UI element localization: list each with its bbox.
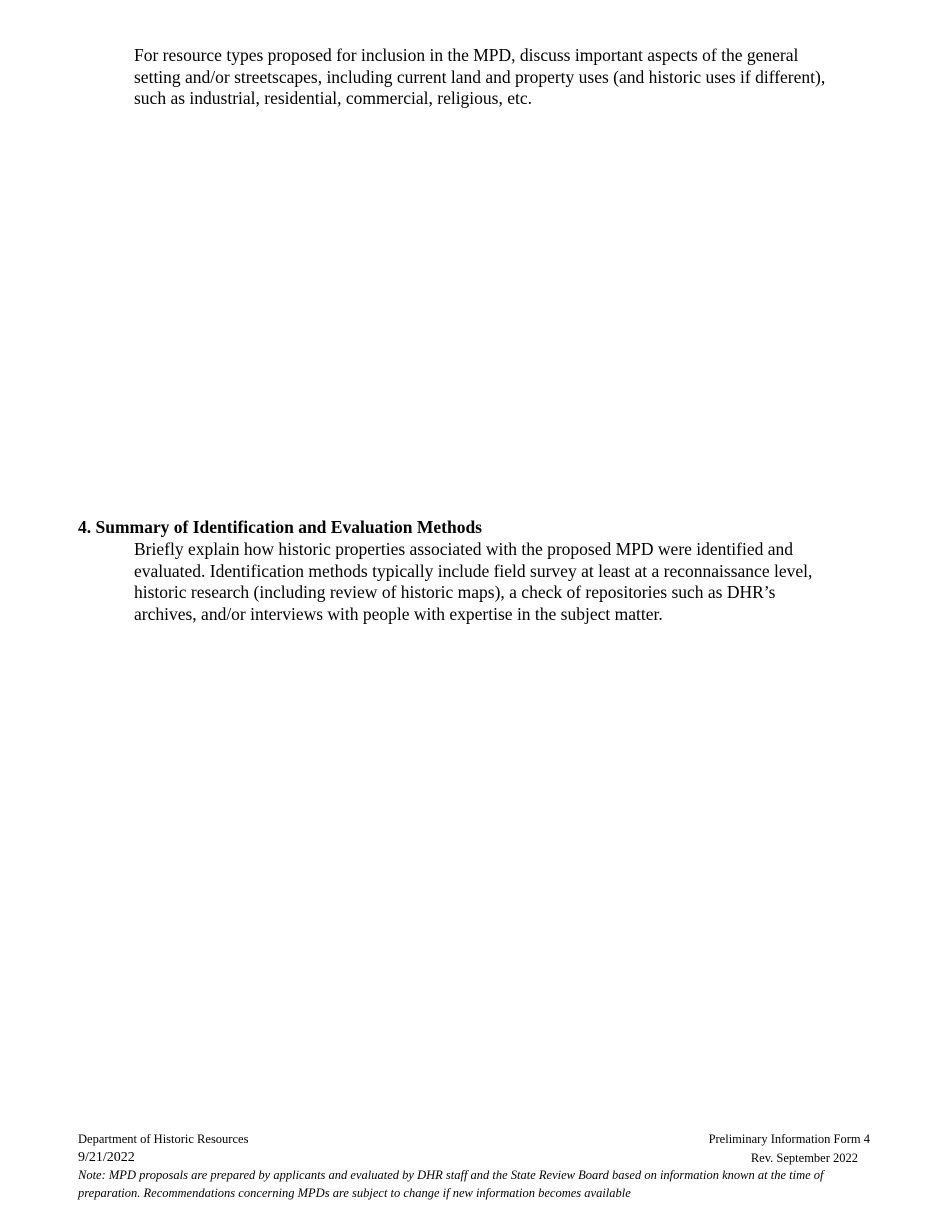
footer-form-name: Preliminary Information Form 4: [708, 1132, 870, 1146]
section-paragraph-line: archives, and/or interviews with people with expertise in the subject matter.: [134, 603, 663, 624]
section-heading: 4. Summary of Identification and Evaluation Methods: [78, 517, 482, 537]
footer-date: 9/21/2022: [78, 1150, 135, 1165]
section-paragraph-line: historic research (including review of historic maps), a check of repositories such as DHR’s: [134, 582, 776, 602]
footer-note-line: preparation. Recommendations concerning MPDs are subject to change if new information becomes available: [78, 1185, 631, 1200]
intro-paragraph-line: For resource types proposed for inclusion in the MPD, discuss important aspects of the general: [134, 45, 799, 65]
footer-note-line: Note: MPD proposals are prepared by applicants and evaluated by DHR staff and the State Review Board based on information known at the time of: [78, 1168, 824, 1182]
footer-revision: Rev. September 2022: [750, 1151, 858, 1165]
footer-department: Department of Historic Resources: [78, 1132, 249, 1146]
footer-note: [78, 1167, 878, 1202]
intro-paragraph-line: setting and/or streetscapes, including current land and property uses (and historic uses if different),: [134, 66, 826, 87]
section-paragraph: [134, 539, 894, 625]
footer-row-bottom: [78, 1149, 870, 1167]
section-paragraph-line: evaluated. Identification methods typically include field survey at least at a reconnaissance level,: [134, 560, 813, 581]
intro-paragraph: [134, 45, 894, 110]
section-paragraph-line: Briefly explain how historic properties associated with the proposed MPD were identified and: [134, 539, 794, 559]
intro-paragraph-line: such as industrial, residential, commercial, religious, etc.: [134, 88, 533, 108]
page-footer: [78, 1131, 870, 1202]
footer-row-top: [78, 1131, 870, 1149]
